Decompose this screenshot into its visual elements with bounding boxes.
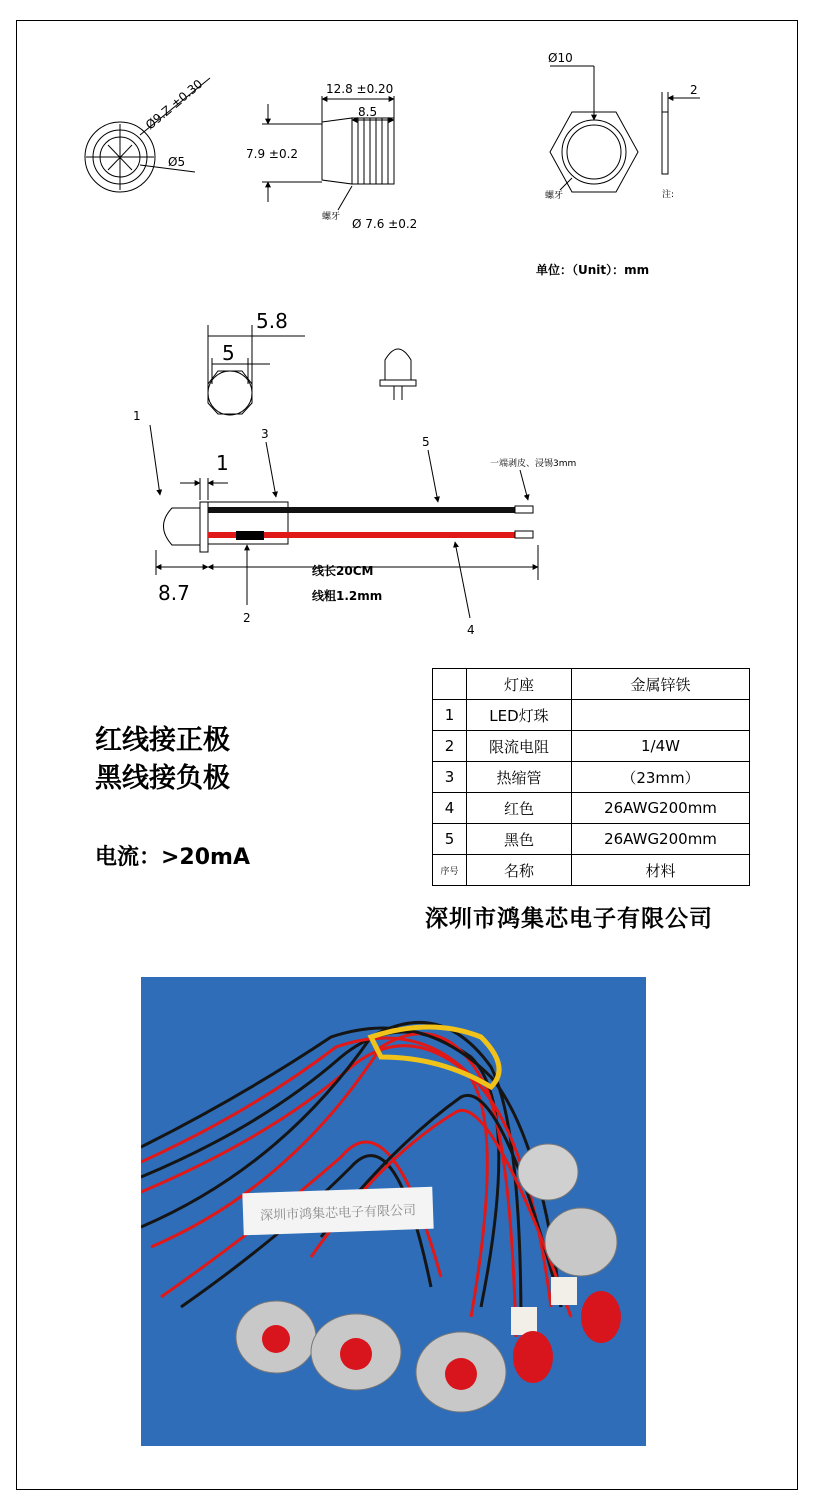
washer-view	[662, 92, 700, 174]
front-inner-dia: Ø5	[168, 155, 186, 169]
table-row	[433, 731, 750, 762]
callout-3: 3	[261, 427, 269, 441]
table-row	[433, 762, 750, 793]
table-row	[433, 855, 750, 886]
washer-thickness: 2	[690, 83, 698, 97]
bom-idx: 2	[433, 731, 467, 762]
bom-header-idx	[433, 669, 467, 700]
company-name: 深圳市鸿集芯电子有限公司	[425, 905, 713, 932]
led-top-view	[208, 325, 305, 415]
photo-label: 深圳市鸿集芯电子有限公司	[242, 1187, 433, 1236]
bom-material: 1/4W	[572, 731, 750, 762]
callout-1: 1	[133, 409, 141, 423]
bom-material: 26AWG200mm	[572, 793, 750, 824]
flange-dim: 1	[216, 451, 229, 475]
bom-material	[572, 700, 750, 731]
thread-label: 螺牙	[322, 212, 341, 222]
bom-material: （23mm）	[572, 762, 750, 793]
nut-view	[550, 66, 638, 192]
led-outer-width: 5.8	[256, 309, 288, 333]
callout-2: 2	[243, 611, 251, 625]
bom-footer-name: 名称	[467, 855, 572, 886]
led-side-icon	[380, 349, 416, 400]
table-row	[433, 793, 750, 824]
bom-idx: 4	[433, 793, 467, 824]
table-row	[433, 824, 750, 855]
bom-material: 26AWG200mm	[572, 824, 750, 855]
callout-4: 4	[467, 623, 475, 637]
bom-idx: 5	[433, 824, 467, 855]
wire-length: 线长20CM	[312, 564, 374, 578]
led-length: 8.7	[158, 581, 190, 605]
table-row	[433, 700, 750, 731]
body-length: 12.8 ±0.20	[326, 82, 394, 96]
nut-dia: Ø10	[548, 51, 573, 65]
bom-name: 热缩管	[467, 762, 572, 793]
bom-name: LED灯珠	[467, 700, 572, 731]
front-outer-dia: Ø9.Z ±0.30	[142, 76, 206, 133]
thread-length: 8.5	[358, 105, 378, 119]
strip-note: 一端剥皮、浸锡3mm	[490, 459, 577, 469]
thread-dia: Ø 7.6 ±0.2	[352, 217, 418, 231]
callout-5: 5	[422, 435, 430, 449]
current-note: 电流：>20mA	[95, 845, 250, 870]
red-wire-note: 红线接正极	[95, 725, 230, 756]
bom-header-name: 灯座	[467, 669, 572, 700]
bom-table	[432, 668, 750, 886]
bom-name: 黑色	[467, 824, 572, 855]
black-wire-note: 黑线接负极	[95, 763, 230, 794]
bom-header-material: 金属锌铁	[572, 669, 750, 700]
nut-thread-label: 螺牙	[545, 191, 564, 201]
led-inner-width: 5	[222, 341, 235, 365]
bom-footer-material: 材料	[572, 855, 750, 886]
wiring-notes	[95, 722, 230, 798]
unit-label: 单位：（Unit）：mm	[536, 263, 650, 277]
bom-name: 红色	[467, 793, 572, 824]
bom-footer-idx: 序号	[433, 855, 467, 886]
bom-idx: 3	[433, 762, 467, 793]
bom-name: 限流电阻	[467, 731, 572, 762]
wire-gauge: 线粗1.2mm	[312, 589, 383, 603]
bom-idx: 1	[433, 700, 467, 731]
holder-height: 7.9 ±0.2	[246, 147, 299, 161]
note-label: 注:	[662, 190, 675, 200]
table-row	[433, 669, 750, 700]
